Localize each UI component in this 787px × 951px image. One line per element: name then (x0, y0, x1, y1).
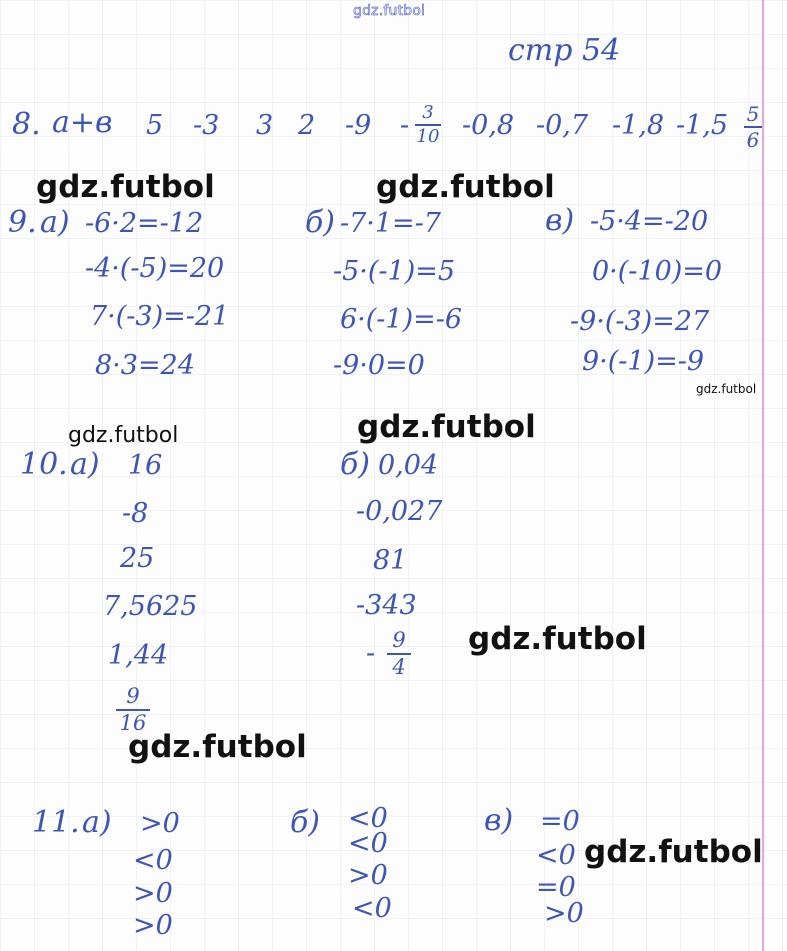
task9-a-line: -6·2=-12 (85, 208, 204, 239)
task9-b-marker: б) (305, 205, 336, 240)
task9-b-line: -9·0=0 (333, 350, 425, 381)
fraction-numerator: 3 (422, 102, 434, 123)
task9-c-line: 9·(-1)=-9 (582, 346, 705, 377)
margin-line (762, 0, 764, 951)
task11-b-line: <0 (352, 893, 392, 924)
task9-b-line: -5·(-1)=5 (333, 256, 456, 287)
task9-b-line: 6·(-1)=-6 (340, 304, 463, 335)
task8-value: -0,7 (536, 110, 589, 141)
task8-fraction (744, 104, 762, 150)
task11-b-line: >0 (348, 860, 388, 891)
task8-value: -9 (345, 110, 372, 141)
watermark: gdz.futbol (376, 169, 555, 205)
fraction-denominator: 10 (416, 126, 440, 147)
task10-a-fraction (116, 686, 150, 734)
task9-c-line: -5·4=-20 (590, 206, 709, 237)
task9-a-line: -4·(-5)=20 (85, 253, 225, 284)
page-reference: стр 54 (508, 33, 621, 68)
task10-b-marker: б) (340, 447, 371, 482)
task11-label: 11. (32, 805, 80, 840)
task11-c-line: >0 (544, 898, 584, 929)
task9-c-line: -9·(-3)=27 (570, 306, 710, 337)
fraction-numerator: 9 (392, 628, 406, 652)
task8-label: 8. (12, 107, 41, 142)
task11-c-marker: в) (484, 803, 514, 838)
task8-fraction (415, 104, 441, 146)
task8-value: 3 (256, 110, 274, 141)
task11-c-line: =0 (536, 872, 576, 903)
fraction-denominator: 6 (746, 128, 760, 152)
task10-a-line: 25 (120, 543, 155, 574)
fraction-denominator: 4 (392, 655, 406, 679)
watermark-small: gdz.futbol (68, 423, 179, 448)
task11-a-line: >0 (133, 878, 173, 909)
task11-c-line: =0 (540, 806, 580, 837)
task11-a-line: <0 (133, 845, 173, 876)
fraction-numerator: 5 (746, 102, 760, 126)
task11-b-line: <0 (348, 828, 388, 859)
task8-value: 5 (146, 110, 164, 141)
task10-b-line: 0,04 (378, 450, 439, 481)
task8-value: -1,8 (612, 110, 665, 141)
task9-a-marker: а) (40, 205, 70, 240)
task10-b-line: -0,027 (356, 496, 443, 527)
task10-b-fraction (387, 630, 411, 678)
task9-c-marker: в) (545, 203, 575, 238)
task8-minus-sign: - (400, 110, 410, 141)
watermark: gdz.futbol (468, 621, 647, 657)
task9-c-line: 0·(-10)=0 (592, 256, 723, 287)
task11-a-line: >0 (133, 910, 173, 941)
task11-a-marker: а) (82, 805, 112, 840)
task9-label: 9. (8, 205, 37, 240)
task10-label: 10. (20, 447, 68, 482)
task10-a-line: 1,44 (108, 640, 169, 671)
task10-a-line: 7,5625 (103, 591, 198, 622)
task9-b-line: -7·1=-7 (340, 208, 441, 239)
task8-value: 2 (298, 110, 316, 141)
watermark: gdz.futbol (36, 169, 215, 205)
task11-a-line: >0 (140, 808, 180, 839)
watermark: gdz.futbol (584, 834, 763, 870)
task11-b-line: <0 (348, 803, 388, 834)
watermark-top: gdz.futbol (353, 3, 426, 19)
task10-b-minus-sign: - (366, 638, 376, 669)
watermark: gdz.futbol (357, 409, 536, 445)
task10-a-marker: а) (70, 447, 100, 482)
task9-a-line: 8·3=24 (95, 350, 195, 381)
task8-value: -3 (193, 110, 220, 141)
fraction-denominator: 16 (119, 711, 147, 735)
task8-value: -0,8 (462, 110, 515, 141)
task10-b-line: -343 (356, 590, 417, 621)
task10-b-line: 81 (373, 545, 408, 576)
task11-c-line: <0 (536, 840, 576, 871)
task9-a-line: 7·(-3)=-21 (90, 301, 230, 332)
task10-a-line: 16 (128, 450, 163, 481)
task8-expression: a+в (52, 105, 113, 140)
task8-value: -1,5 (676, 110, 729, 141)
task11-b-marker: б) (290, 805, 321, 840)
watermark: gdz.futbol (128, 729, 307, 765)
task10-a-line: -8 (122, 498, 149, 529)
watermark-tiny: gdz.futbol (696, 382, 757, 396)
fraction-numerator: 9 (126, 684, 140, 708)
